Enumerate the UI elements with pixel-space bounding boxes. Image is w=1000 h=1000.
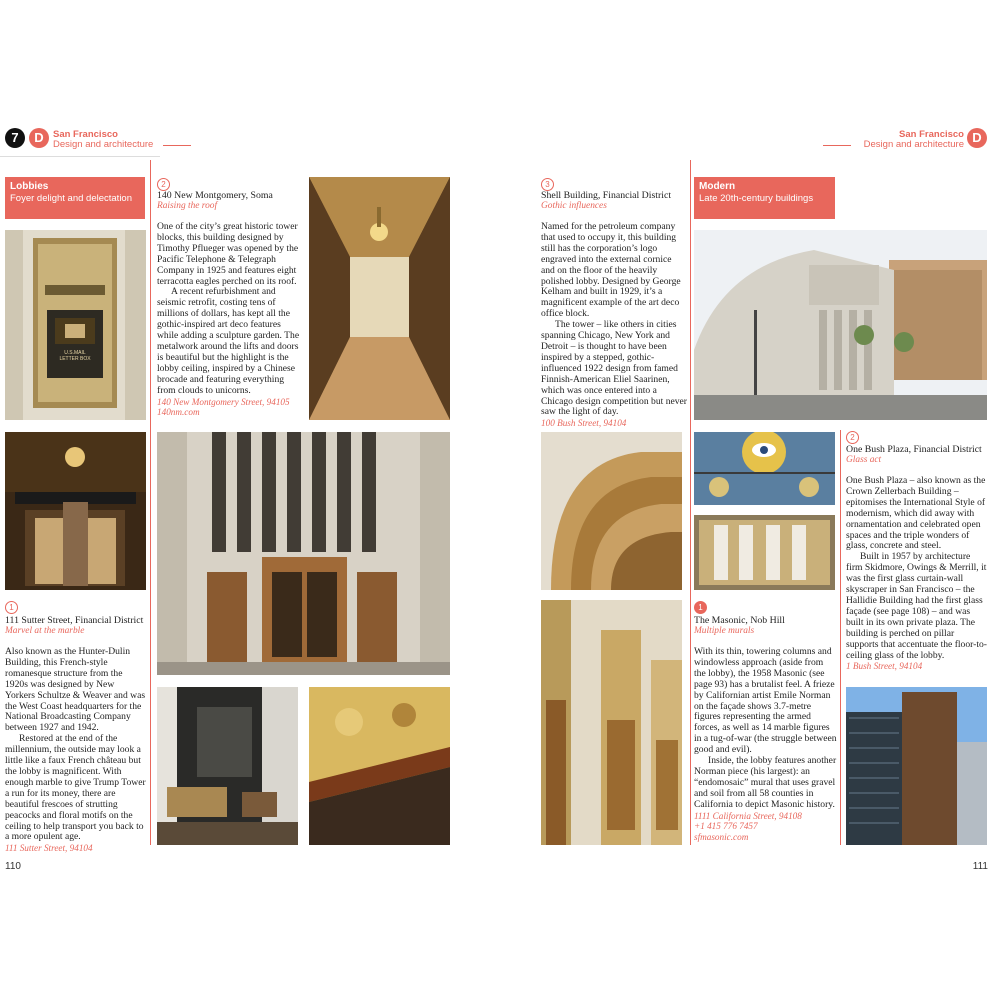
section-title-modern: Modern [699,181,736,192]
entry-3-paragraph-2: The tower – like others in cities spanning Chicago, New York and Detroit – is thought to have been inspired by a stepped, gothic-influenced 1922 design from famed Finnish-American Eliel Saarinen, which was once entered into a Chicago design competition but never saw the light of day. [541,319,688,418]
chapter-number-badge: 7 [5,128,25,148]
header-section-left: Design and architecture [53,139,154,150]
entry-number-bush: 2 [846,431,859,444]
entry-2-body [157,222,303,418]
entry-number-3: 3 [541,178,554,191]
chapter-letter-badge-left: D [29,128,49,148]
photo-mailbox [5,230,146,420]
entry-3-tagline: Gothic influences [541,201,607,211]
column-rule-3 [840,430,841,845]
header-city-left: San Francisco [53,129,118,140]
entry-1-paragraph-2: Restored at the end of the millennium, the outside may look a little like a faux French château but the lobby is magnificent. With enough marble to give Trump Tower a run for its money, there are beautiful frescoes of strutting peacocks and floral motifs on the ceiling to help transport you back to a more opulent age. [5,733,146,843]
entry-bush-paragraph-2: Built in 1957 by architecture firm Skidmore, Owings & Merrill, it was the first glass curtain-wall skyscraper in San Francisco – the Hallidie Building had the first glass façade (see page 108) – and was built in its own private plaza. The building is perched on pillar supports that accentuate the floor-to-ceiling glass of the lobby. [846,551,987,661]
entry-3-paragraph-1: Named for the petroleum company that used to occupy it, this building still has the corporation’s logo engraved into the external cornice and on the floor of the heavily polished lobby. Designed by George Kelham and built in 1929, it’s a magnificent example of the art deco office block. [541,221,681,320]
page-number-left: 110 [5,861,21,872]
page-number-right: 111 [972,861,988,872]
entry-2-title: 140 New Montgomery, Soma [157,190,273,201]
column-rule-2 [690,160,691,845]
entry-masonic-paragraph-2: Inside, the lobby features another Norman piece (his largest): an “endomosaic” mural that uses gravel and soil from all 58 counties in California to depict Masonic history. [694,755,837,810]
entry-2-tagline: Raising the roof [157,201,218,211]
mailbox-plate-text: U.S.MAIL LETTER BOX [59,350,91,362]
chapter-letter-badge-right: D [967,128,987,148]
entry-1-address: 111 Sutter Street, 94104 [5,843,93,854]
section-subtitle-lobbies: Foyer delight and delectation [10,193,132,204]
entry-bush-title: One Bush Plaza, Financial District [846,444,982,455]
header-rule-left [163,145,191,146]
header-city-right: San Francisco [899,129,964,140]
photo-montgomery-facade [157,432,450,675]
entry-masonic-phone: +1 415 776 7457 [694,821,758,832]
entry-1-tagline: Marvel at the marble [5,626,85,636]
photo-ceiling-detail [309,687,450,845]
entry-number-masonic: 1 [694,601,707,614]
entry-3-address: 100 Bush Street, 94104 [541,418,627,429]
entry-masonic-title: The Masonic, Nob Hill [694,615,785,626]
entry-masonic-tagline: Multiple murals [694,626,755,636]
photo-shell-arch [541,432,682,590]
photo-sutter-lobby [5,432,146,590]
column-rule-1 [150,160,151,845]
entry-masonic-address: 1111 California Street, 94108 [694,810,802,821]
photo-lounge [157,687,298,845]
entry-number-1: 1 [5,601,18,614]
entry-masonic-web: sfmasonic.com [694,831,749,842]
entry-bush-tagline: Glass act [846,455,882,465]
photo-shell-elevators [541,600,682,845]
entry-1-body [5,647,146,854]
entry-bush-body [846,476,989,672]
photo-masonic-exterior [694,230,987,420]
photo-masonic-figures [694,515,835,590]
entry-1-title: 111 Sutter Street, Financial District [5,615,144,626]
section-box-modern [694,177,835,219]
header-section-right: Design and architecture [863,139,964,150]
section-box-lobbies [5,177,145,219]
entry-2-paragraph-1: One of the city’s great historic tower blocks, this building designed by Timothy Pflueger was opened by the Pacific Telephone & Telegraph Company in 1925 and features eight terracotta eagles perched on its roof. [157,221,299,287]
entry-number-2: 2 [157,178,170,191]
photo-bush-tower [846,687,987,845]
entry-2-web: 140nm.com [157,407,200,418]
entry-2-address: 140 New Montgomery Street, 94105 [157,396,290,407]
photo-montgomery-corridor [309,177,450,420]
photo-mosaic-eye [694,432,835,505]
entry-2-paragraph-2: A recent refurbishment and seismic retrofit, costing tens of millions of dollars, has kept all the gothic-inspired art deco features while adding a sculpture garden. The metalwork around the lifts and doors is beautiful but the highlight is the lobby ceiling, inspired by a Chinese brocade and featuring everything from clouds to unicorns. [157,286,300,396]
section-title-lobbies: Lobbies [10,181,49,192]
entry-masonic-paragraph-1: With its thin, towering columns and windowless approach (aside from the lobby), the 1958 Masonic (see page 93) has a brutalist feel. A frieze by Californian artist Emile Norman on the façade shows 3.7-metre figures representing the armed forces, as well as 14 marble figures in a tug-of-war (the struggle between good and evil). [694,646,837,756]
entry-3-title: Shell Building, Financial District [541,190,672,201]
section-subtitle-modern: Late 20th-century buildings [699,193,814,204]
header-divider-left [0,156,160,157]
entry-masonic-body [694,647,837,842]
entry-3-body [541,222,687,429]
entry-bush-address: 1 Bush Street, 94104 [846,661,923,672]
header-rule-right [823,145,851,146]
entry-bush-paragraph-1: One Bush Plaza – also known as the Crown Zellerbach Building – epitomises the International Style of modernism, which did away with ornamentation and celebrated open spaces and the triple wonders of glass, concrete and steel. [846,475,986,552]
entry-1-paragraph-1: Also known as the Hunter-Dulin Building, this French-style romanesque structure from the 1920s was designed by New Yorkers Schultze & Weaver and was the West Coast headquarters for the National Broadcasting Company between 1927 and 1942. [5,646,146,734]
